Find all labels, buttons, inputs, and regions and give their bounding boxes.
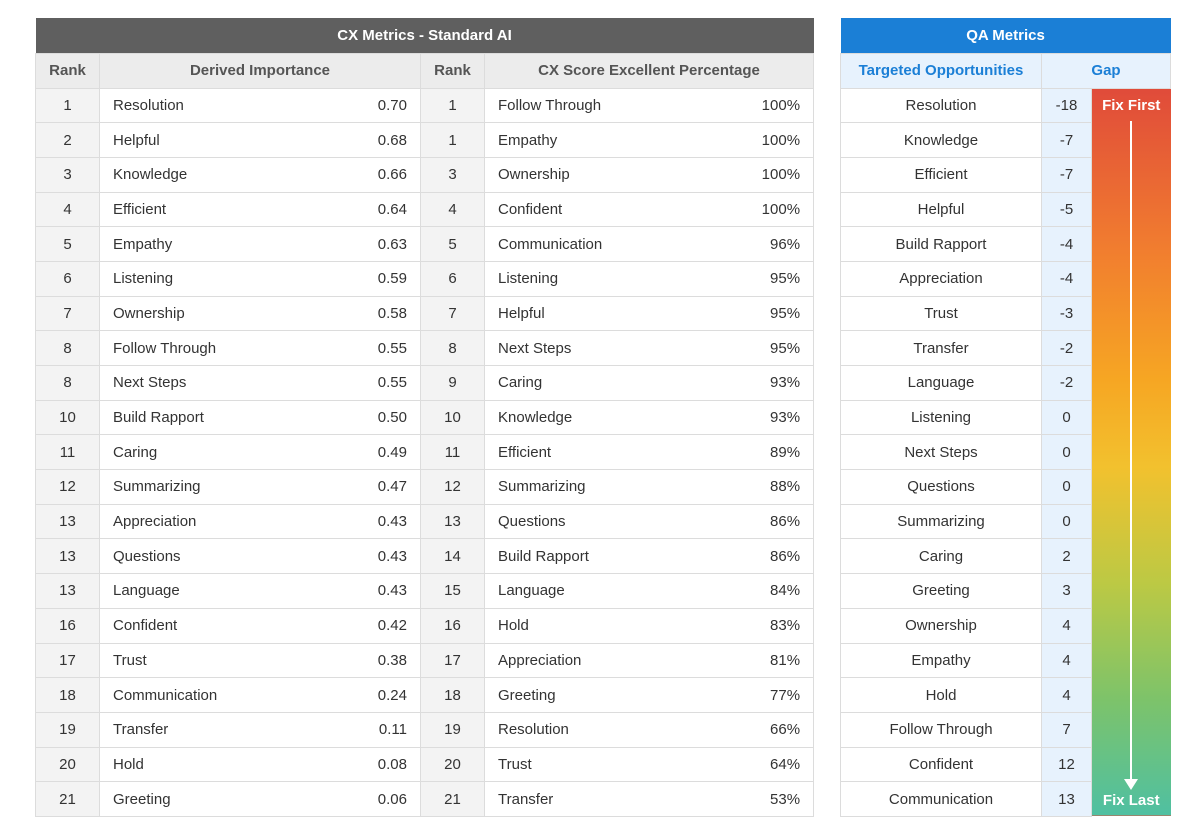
opportunity-metric: Trust	[841, 296, 1042, 331]
opportunity-metric: Hold	[841, 678, 1042, 713]
score-cell	[485, 261, 814, 296]
importance-rank: 18	[36, 678, 100, 713]
score-percentage: 86%	[770, 513, 801, 531]
score-metric: Build Rapport	[498, 547, 589, 565]
table-row	[36, 712, 814, 747]
importance-value: 0.59	[377, 270, 407, 288]
importance-value: 0.49	[377, 443, 407, 461]
score-cell	[485, 435, 814, 470]
importance-cell	[100, 747, 421, 782]
opportunity-metric: Caring	[841, 539, 1042, 574]
score-rank: 20	[421, 747, 485, 782]
opportunity-metric: Next Steps	[841, 435, 1042, 470]
priority-gradient-bar	[1092, 88, 1171, 816]
score-cell	[485, 608, 814, 643]
importance-rank: 5	[36, 227, 100, 262]
table-row	[36, 261, 814, 296]
cx-score-header: CX Score Excellent Percentage	[485, 53, 814, 88]
score-rank: 7	[421, 296, 485, 331]
rank-header: Rank	[36, 53, 100, 88]
opportunity-metric: Build Rapport	[841, 227, 1042, 262]
importance-rank: 1	[36, 88, 100, 123]
score-rank: 12	[421, 470, 485, 505]
gap-value: -2	[1042, 331, 1092, 366]
fix-last-label: Fix Last	[1102, 792, 1160, 810]
opportunity-metric: Summarizing	[841, 504, 1042, 539]
score-rank: 10	[421, 400, 485, 435]
score-cell	[485, 712, 814, 747]
score-cell	[485, 157, 814, 192]
gap-value: 0	[1042, 400, 1092, 435]
score-metric: Trust	[498, 755, 532, 773]
score-metric: Listening	[498, 270, 559, 288]
score-percentage: 93%	[770, 409, 801, 427]
importance-value: 0.55	[377, 374, 407, 392]
importance-cell	[100, 435, 421, 470]
table-row	[36, 678, 814, 713]
importance-cell	[100, 712, 421, 747]
gap-value: -3	[1042, 296, 1092, 331]
score-percentage: 86%	[770, 547, 801, 565]
score-percentage: 88%	[770, 478, 801, 496]
importance-metric: Confident	[113, 617, 178, 635]
score-percentage: 93%	[770, 374, 801, 392]
gap-value: -4	[1042, 227, 1092, 262]
importance-metric: Build Rapport	[113, 409, 204, 427]
score-metric: Hold	[498, 617, 529, 635]
score-rank: 11	[421, 435, 485, 470]
importance-rank: 16	[36, 608, 100, 643]
gap-value: 4	[1042, 608, 1092, 643]
importance-cell	[100, 539, 421, 574]
score-cell	[485, 470, 814, 505]
score-metric: Caring	[498, 374, 543, 392]
importance-value: 0.43	[377, 547, 407, 565]
qa-metrics-table	[840, 18, 1171, 817]
importance-metric: Efficient	[113, 200, 167, 218]
importance-cell	[100, 574, 421, 609]
gap-value: 12	[1042, 747, 1092, 782]
score-metric: Efficient	[498, 443, 552, 461]
importance-cell	[100, 678, 421, 713]
score-cell	[485, 88, 814, 123]
score-percentage: 77%	[770, 686, 801, 704]
gap-value: 13	[1042, 782, 1092, 817]
score-metric: Greeting	[498, 686, 556, 704]
opportunity-metric: Ownership	[841, 608, 1042, 643]
gap-value: -2	[1042, 366, 1092, 401]
score-cell	[485, 574, 814, 609]
score-percentage: 96%	[770, 235, 801, 253]
score-percentage: 100%	[761, 166, 801, 184]
score-rank: 15	[421, 574, 485, 609]
opportunity-metric: Knowledge	[841, 123, 1042, 158]
gap-value: -5	[1042, 192, 1092, 227]
importance-cell	[100, 470, 421, 505]
score-percentage: 100%	[761, 131, 801, 149]
importance-rank: 4	[36, 192, 100, 227]
gap-value: 0	[1042, 470, 1092, 505]
table-row	[36, 539, 814, 574]
fix-first-label: Fix First	[1102, 96, 1161, 114]
importance-rank: 10	[36, 400, 100, 435]
gap-value: 7	[1042, 712, 1092, 747]
score-rank: 1	[421, 88, 485, 123]
opportunity-metric: Empathy	[841, 643, 1042, 678]
table-row	[36, 435, 814, 470]
importance-metric: Listening	[113, 270, 174, 288]
importance-metric: Communication	[113, 686, 218, 704]
importance-value: 0.43	[377, 513, 407, 531]
score-percentage: 95%	[770, 339, 801, 357]
cx-table-title: CX Metrics - Standard AI	[36, 18, 814, 53]
score-cell	[485, 678, 814, 713]
score-percentage: 64%	[770, 755, 801, 773]
table-row	[36, 470, 814, 505]
importance-metric: Greeting	[113, 790, 171, 808]
importance-rank: 8	[36, 331, 100, 366]
score-percentage: 53%	[770, 790, 801, 808]
derived-importance-header: Derived Importance	[100, 53, 421, 88]
score-metric: Helpful	[498, 304, 545, 322]
importance-rank: 11	[36, 435, 100, 470]
score-cell	[485, 782, 814, 817]
importance-cell	[100, 331, 421, 366]
importance-rank: 2	[36, 123, 100, 158]
table-row	[36, 296, 814, 331]
score-cell	[485, 331, 814, 366]
score-percentage: 81%	[770, 651, 801, 669]
importance-rank: 8	[36, 366, 100, 401]
importance-rank: 3	[36, 157, 100, 192]
importance-value: 0.08	[377, 755, 407, 773]
importance-cell	[100, 123, 421, 158]
score-metric: Follow Through	[498, 96, 602, 114]
score-cell	[485, 747, 814, 782]
importance-metric: Follow Through	[113, 339, 217, 357]
importance-rank: 13	[36, 504, 100, 539]
opportunity-metric: Appreciation	[841, 261, 1042, 296]
table-row	[36, 366, 814, 401]
score-cell	[485, 400, 814, 435]
table-row	[36, 88, 814, 123]
score-percentage: 83%	[770, 617, 801, 635]
importance-metric: Appreciation	[113, 513, 197, 531]
score-rank: 3	[421, 157, 485, 192]
score-cell	[485, 539, 814, 574]
importance-rank: 17	[36, 643, 100, 678]
score-metric: Transfer	[498, 790, 554, 808]
importance-value: 0.38	[377, 651, 407, 669]
opportunity-metric: Listening	[841, 400, 1042, 435]
table-row	[36, 400, 814, 435]
importance-cell	[100, 782, 421, 817]
importance-value: 0.50	[377, 409, 407, 427]
score-cell	[485, 366, 814, 401]
importance-metric: Knowledge	[113, 166, 188, 184]
score-cell	[485, 227, 814, 262]
importance-value: 0.42	[377, 617, 407, 635]
importance-metric: Trust	[113, 651, 147, 669]
opportunity-metric: Questions	[841, 470, 1042, 505]
score-rank: 17	[421, 643, 485, 678]
score-rank: 6	[421, 261, 485, 296]
score-cell	[485, 192, 814, 227]
score-percentage: 100%	[761, 200, 801, 218]
importance-value: 0.58	[377, 304, 407, 322]
score-rank: 13	[421, 504, 485, 539]
score-percentage: 89%	[770, 443, 801, 461]
table-row	[36, 227, 814, 262]
score-rank: 5	[421, 227, 485, 262]
importance-value: 0.11	[378, 721, 407, 739]
importance-cell	[100, 296, 421, 331]
opportunity-metric: Language	[841, 366, 1042, 401]
importance-rank: 13	[36, 574, 100, 609]
importance-cell	[100, 366, 421, 401]
arrow-down-icon	[1130, 121, 1132, 781]
targeted-opportunities-header: Targeted Opportunities	[841, 53, 1042, 88]
opportunity-metric: Transfer	[841, 331, 1042, 366]
table-row	[36, 192, 814, 227]
table-row	[36, 782, 814, 817]
score-rank: 9	[421, 366, 485, 401]
importance-metric: Hold	[113, 755, 144, 773]
gap-value: 2	[1042, 539, 1092, 574]
importance-value: 0.63	[377, 235, 407, 253]
gap-value: 0	[1042, 435, 1092, 470]
score-metric: Language	[498, 582, 565, 600]
table-row	[36, 331, 814, 366]
score-rank: 18	[421, 678, 485, 713]
importance-metric: Caring	[113, 443, 158, 461]
score-rank: 14	[421, 539, 485, 574]
table-row	[36, 504, 814, 539]
rank-header-2: Rank	[421, 53, 485, 88]
score-cell	[485, 504, 814, 539]
score-metric: Empathy	[498, 131, 558, 149]
gap-header: Gap	[1042, 53, 1171, 88]
qa-table-title: QA Metrics	[841, 18, 1171, 53]
importance-value: 0.70	[377, 96, 407, 114]
table-row	[36, 747, 814, 782]
table-row	[36, 157, 814, 192]
score-percentage: 66%	[770, 721, 801, 739]
importance-rank: 12	[36, 470, 100, 505]
importance-cell	[100, 400, 421, 435]
opportunity-metric: Resolution	[841, 88, 1042, 123]
table-row	[36, 608, 814, 643]
importance-value: 0.06	[377, 790, 407, 808]
gap-value: 4	[1042, 678, 1092, 713]
importance-cell	[100, 157, 421, 192]
score-cell	[485, 123, 814, 158]
importance-metric: Helpful	[113, 131, 160, 149]
score-metric: Ownership	[498, 166, 570, 184]
importance-metric: Transfer	[113, 721, 169, 739]
importance-cell	[100, 227, 421, 262]
importance-value: 0.68	[377, 131, 407, 149]
importance-cell	[100, 643, 421, 678]
score-cell	[485, 643, 814, 678]
score-rank: 21	[421, 782, 485, 817]
gap-value: -7	[1042, 123, 1092, 158]
importance-metric: Resolution	[113, 96, 184, 114]
score-metric: Next Steps	[498, 339, 572, 357]
importance-metric: Ownership	[113, 304, 185, 322]
opportunity-metric: Communication	[841, 782, 1042, 817]
importance-value: 0.55	[377, 339, 407, 357]
score-percentage: 95%	[770, 304, 801, 322]
score-percentage: 100%	[761, 96, 801, 114]
importance-rank: 13	[36, 539, 100, 574]
gap-value: -7	[1042, 157, 1092, 192]
gap-value: 3	[1042, 574, 1092, 609]
score-rank: 1	[421, 123, 485, 158]
opportunity-metric: Efficient	[841, 157, 1042, 192]
gap-value: -4	[1042, 261, 1092, 296]
importance-rank: 21	[36, 782, 100, 817]
importance-rank: 19	[36, 712, 100, 747]
table-row	[36, 123, 814, 158]
score-metric: Communication	[498, 235, 603, 253]
table-row	[36, 574, 814, 609]
score-metric: Questions	[498, 513, 566, 531]
importance-metric: Questions	[113, 547, 181, 565]
importance-rank: 7	[36, 296, 100, 331]
importance-metric: Next Steps	[113, 374, 187, 392]
importance-cell	[100, 88, 421, 123]
importance-cell	[100, 608, 421, 643]
importance-rank: 6	[36, 261, 100, 296]
score-rank: 19	[421, 712, 485, 747]
opportunity-metric: Helpful	[841, 192, 1042, 227]
importance-rank: 20	[36, 747, 100, 782]
score-percentage: 84%	[770, 582, 801, 600]
importance-cell	[100, 192, 421, 227]
score-rank: 16	[421, 608, 485, 643]
opportunity-metric: Greeting	[841, 574, 1042, 609]
importance-metric: Summarizing	[113, 478, 201, 496]
importance-value: 0.24	[377, 686, 407, 704]
importance-cell	[100, 261, 421, 296]
table-row	[841, 88, 1171, 123]
score-percentage: 95%	[770, 270, 801, 288]
cx-metrics-table	[35, 18, 814, 817]
importance-value: 0.66	[377, 166, 407, 184]
importance-metric: Empathy	[113, 235, 173, 253]
opportunity-metric: Follow Through	[841, 712, 1042, 747]
importance-cell	[100, 504, 421, 539]
score-metric: Resolution	[498, 721, 569, 739]
score-metric: Appreciation	[498, 651, 582, 669]
table-row	[36, 643, 814, 678]
score-metric: Knowledge	[498, 409, 573, 427]
gap-value: -18	[1042, 88, 1092, 123]
score-rank: 4	[421, 192, 485, 227]
importance-metric: Language	[113, 582, 180, 600]
score-metric: Confident	[498, 200, 563, 218]
opportunity-metric: Confident	[841, 747, 1042, 782]
score-metric: Summarizing	[498, 478, 586, 496]
importance-value: 0.47	[377, 478, 407, 496]
score-cell	[485, 296, 814, 331]
importance-value: 0.64	[377, 200, 407, 218]
gap-value: 4	[1042, 643, 1092, 678]
importance-value: 0.43	[377, 582, 407, 600]
gap-value: 0	[1042, 504, 1092, 539]
score-rank: 8	[421, 331, 485, 366]
